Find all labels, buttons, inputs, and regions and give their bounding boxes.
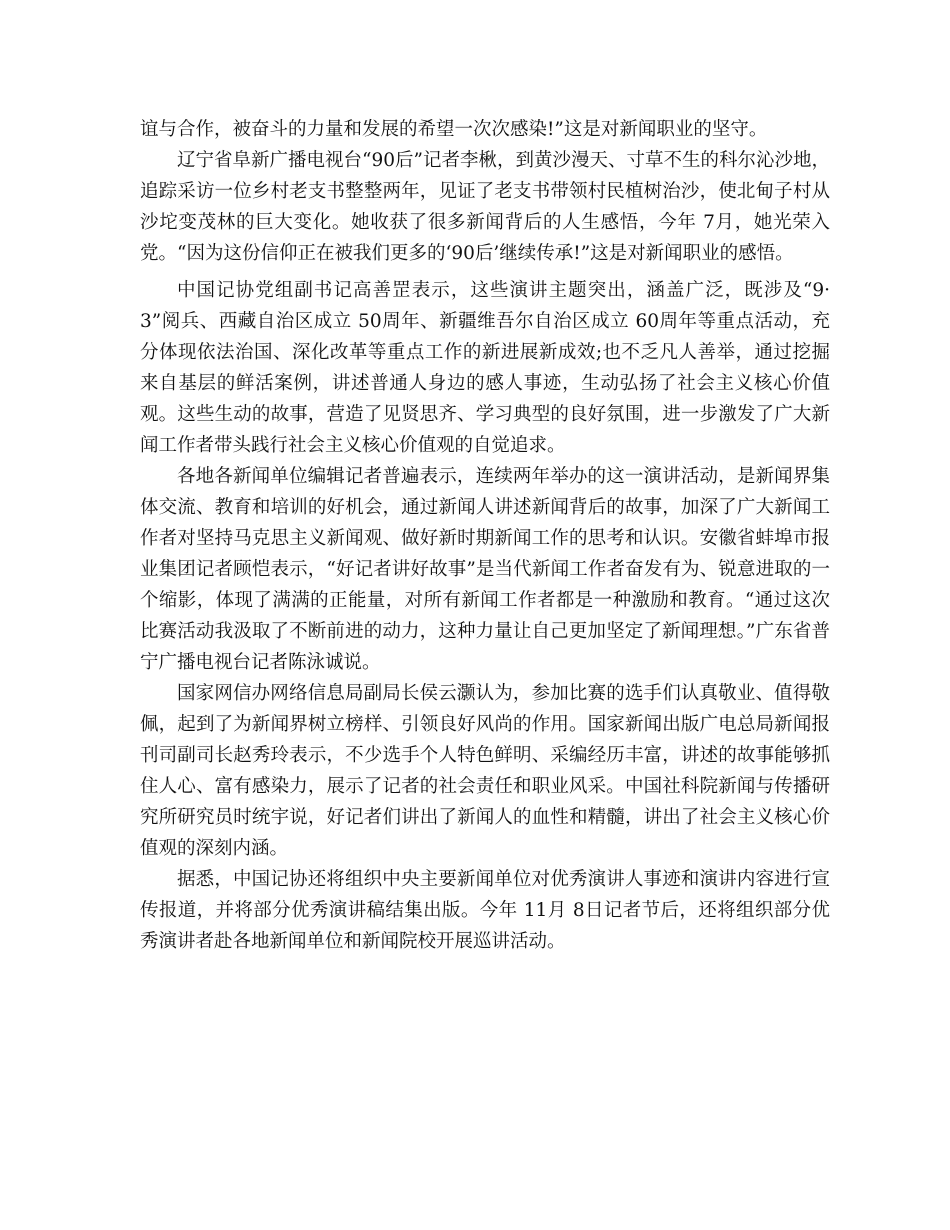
paragraph-journalists-feedback: 各地各新闻单位编辑记者普遍表示，连续两年举办的这一演讲活动，是新闻界集体交流、教育和培训的好机会，通过新闻人讲述新闻背后的故事，加深了广大新闻工作者对坚持马克思主义新闻观、做好新时期新闻工作的思考和认识。安徽省蚌埠市报业集团记者顾恺表示，“好记者讲好故事”是当代新闻工作者奋发有为、锐意进取的一个缩影，体现了满满的正能量，对所有新闻工作者都是一种激励和教育。“通过这次比赛活动我汲取了不断前进的动力，这种力量让自己更加坚定了新闻理想。”广东省普宁广播电视台记者陈泳诚说。 xyxy=(140,466,830,673)
paragraph-future-plans: 据悉，中国记协还将组织中央主要新闻单位对优秀演讲人事迹和演讲内容进行宣传报道，并将部分优秀演讲稿结集出版。今年 11月 8日记者节后，还将组织部分优秀演讲者赴各地新闻单位和新闻院校开展巡讲活动。 xyxy=(140,869,830,952)
paragraph-liaoning-reporter: 辽宁省阜新广播电视台“90后”记者李楸，到黄沙漫天、寸草不生的科尔沁沙地，追踪采访一位乡村老支书整整两年，见证了老支书带领村民植树治沙，使北甸子村从沙坨变茂林的巨大变化。她收获了很多新闻背后的人生感悟，今年 7月，她光荣入党。“因为这份信仰正在被我们更多的‘90后’继续传承!”这是对新闻职业的感悟。 xyxy=(140,150,830,264)
paragraph-continuation: 谊与合作，被奋斗的力量和发展的希望一次次感染!”这是对新闻职业的坚守。 xyxy=(140,119,768,140)
paragraph-association-remarks: 中国记协党组副书记高善罡表示，这些演讲主题突出，涵盖广泛，既涉及“9·3”阅兵、西藏自治区成立 50周年、新疆维吾尔自治区成立 60周年等重点活动，充分体现依法治国、深化改革等重点工作的新进展新成效;也不乏凡人善举，通过挖掘来自基层的鲜活案例，讲述普通人身边的感人事迹，生动弘扬了社会主义核心价值观。这些生动的故事，营造了见贤思齐、学习典型的良好氛围，进一步激发了广大新闻工作者带头践行社会主义核心价值观的自觉追求。 xyxy=(140,280,830,456)
article-body xyxy=(140,114,830,957)
paragraph-officials-comments: 国家网信办网络信息局副局长侯云灏认为，参加比赛的选手们认真敬业、值得敬佩，起到了为新闻界树立榜样、引领良好风尚的作用。国家新闻出版广电总局新闻报刊司副司长赵秀玲表示，不少选手个人特色鲜明、采编经历丰富，讲述的故事能够抓住人心、富有感染力，展示了记者的社会责任和职业风采。中国社科院新闻与传播研究所研究员时统宇说，好记者们讲出了新闻人的血性和精髓，讲出了社会主义核心价值观的深刻内涵。 xyxy=(140,683,830,859)
